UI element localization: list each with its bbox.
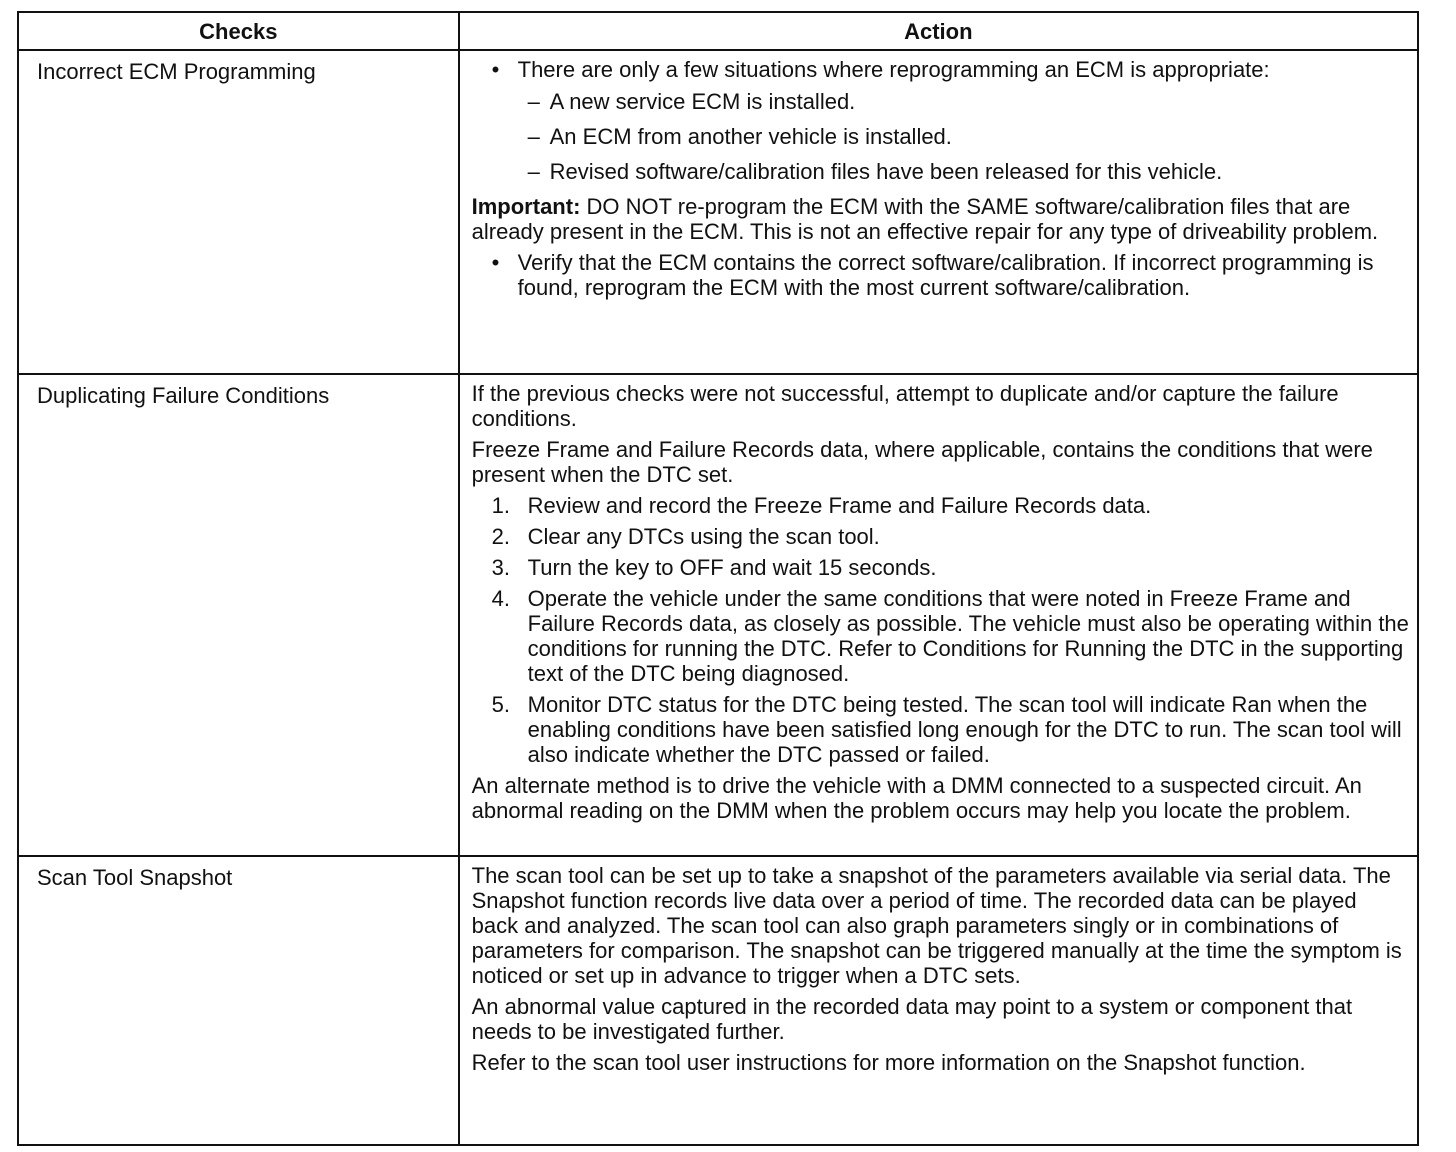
numbered-step <box>472 692 1409 767</box>
check-cell-ecm-programming: Incorrect ECM Programming <box>18 50 459 374</box>
bullet-item <box>472 57 1409 82</box>
table-row-duplicating-failure <box>18 374 1418 856</box>
step-text: Review and record the Freeze Frame and Failure Records data. <box>527 493 1152 518</box>
step-text: Clear any DTCs using the scan tool. <box>527 524 880 549</box>
dash-item <box>472 159 1409 184</box>
dash-text: A new service ECM is installed. <box>549 89 856 114</box>
step-number: 5. <box>491 692 510 717</box>
header-checks: Checks <box>18 12 459 50</box>
numbered-step <box>472 524 1409 549</box>
bullet-mark: • <box>491 250 500 275</box>
check-cell-duplicating-failure: Duplicating Failure Conditions <box>18 374 459 856</box>
important-note <box>472 194 1409 244</box>
dash-mark: – <box>527 89 540 114</box>
step-number: 1. <box>491 493 510 518</box>
bullet-item <box>472 250 1409 300</box>
numbered-step <box>472 555 1409 580</box>
paragraph: An alternate method is to drive the vehicle with a DMM connected to a suspected circuit. An abnormal reading on the DMM when the problem occurs may help you locate the problem. <box>471 773 1362 823</box>
header-action: Action <box>459 12 1418 50</box>
paragraph: If the previous checks were not successful, attempt to duplicate and/or capture the failure conditions. <box>471 381 1339 431</box>
dash-text: An ECM from another vehicle is installed. <box>549 124 952 149</box>
dash-item <box>472 89 1409 114</box>
action-cell-duplicating-failure <box>459 374 1418 856</box>
action-cell-scan-tool-snapshot <box>459 856 1418 1145</box>
step-number: 4. <box>491 586 510 611</box>
step-text: Turn the key to OFF and wait 15 seconds. <box>527 555 937 580</box>
step-number: 2. <box>491 524 510 549</box>
check-cell-scan-tool-snapshot: Scan Tool Snapshot <box>18 856 459 1145</box>
checks-action-table <box>17 11 1419 1146</box>
bullet-mark: • <box>491 57 500 82</box>
dash-mark: – <box>527 159 540 184</box>
dash-item <box>472 124 1409 149</box>
table-header-row <box>18 12 1418 50</box>
bullet-text: There are only a few situations where reprogramming an ECM is appropriate: <box>517 57 1270 82</box>
bullet-text: Verify that the ECM contains the correct software/calibration. If incorrect programming is found, reprogram the ECM with the most current software/calibration. <box>517 250 1374 300</box>
action-cell-ecm-programming <box>459 50 1418 374</box>
step-number: 3. <box>491 555 510 580</box>
step-text: Monitor DTC status for the DTC being tested. The scan tool will indicate Ran when the enabling conditions have been satisfied long enough for the DTC to run. The scan tool will also indicate whether the DTC passed or failed. <box>527 692 1402 767</box>
paragraph: An abnormal value captured in the recorded data may point to a system or component that needs to be investigated further. <box>471 994 1353 1044</box>
dash-mark: – <box>527 124 540 149</box>
paragraph: Freeze Frame and Failure Records data, where applicable, contains the conditions that were present when the DTC set. <box>471 437 1373 487</box>
numbered-step <box>472 586 1409 686</box>
step-text: Operate the vehicle under the same conditions that were noted in Freeze Frame and Failure Records data, as closely as possible. The vehicle must also be operating within the conditions for running the DTC. Refer to Conditions for Running the DTC in the supporting text of the DTC being diagnosed. <box>527 586 1409 686</box>
table-row-ecm-programming <box>18 50 1418 374</box>
important-text: DO NOT re-program the ECM with the SAME software/calibration files that are already present in the ECM. This is not an effective repair for any type of driveability problem. <box>471 194 1379 244</box>
paragraph: Refer to the scan tool user instructions for more information on the Snapshot function. <box>471 1050 1306 1075</box>
dash-text: Revised software/calibration files have been released for this vehicle. <box>549 159 1223 184</box>
paragraph: The scan tool can be set up to take a snapshot of the parameters available via serial data. The Snapshot function records live data over a period of time. The recorded data can be played back and analyzed. The scan tool can also graph parameters singly or in combinations of parameters for comparison. The snapshot can be triggered manually at the time the symptom is noticed or set up in advance to trigger when a DTC sets. <box>471 863 1402 988</box>
numbered-step <box>472 493 1409 518</box>
table-row-scan-tool-snapshot <box>18 856 1418 1145</box>
important-label: Important: <box>471 194 581 219</box>
